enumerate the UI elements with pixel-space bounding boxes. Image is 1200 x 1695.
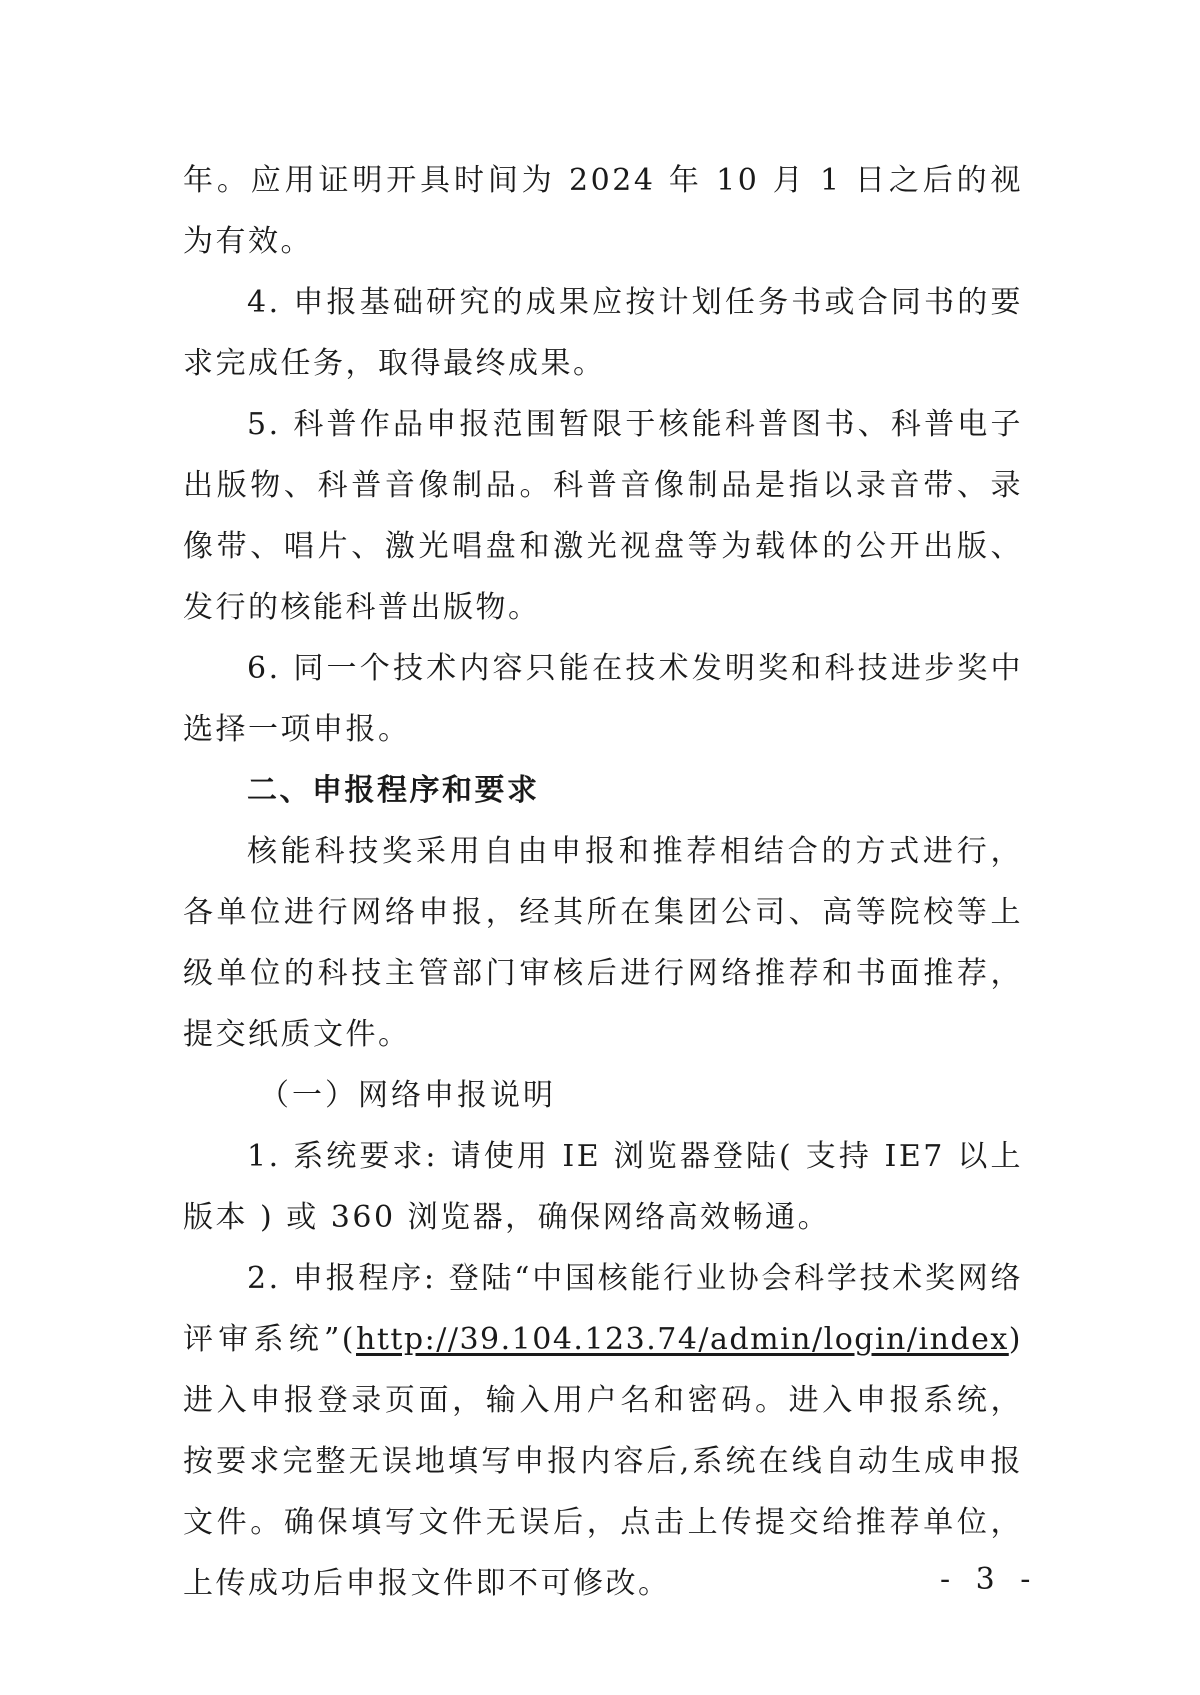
paragraph-item-6: 6. 同一个技术内容只能在技术发明奖和科技进步奖中选择一项申报。 [183, 651, 1023, 747]
review-system-link[interactable]: http://39.104.123.74/admin/login/index [356, 1322, 1009, 1357]
paragraph-system-requirements: 1. 系统要求: 请使用 IE 浏览器登陆( 支持 IE7 以上版本 ) 或 360 浏览器，确保网络高效畅通。 [183, 1139, 1023, 1235]
section-heading: 二、申报程序和要求 [247, 773, 540, 808]
paragraph-item-4: 4. 申报基础研究的成果应按计划任务书或合同书的要求完成任务，取得最终成果。 [183, 285, 1023, 381]
procedure-text-after-link: )进入申报登录页面，输入用户名和密码。进入申报系统，按要求完整无误地填写申报内容后,系统在线自动生成申报文件。确保填写文件无误后，点击上传提交给推荐单位，上传成功后申报文件即不可修改。 [183, 1322, 1023, 1601]
procedure-text-before-link: 2. 申报程序: 登陆“中国核能行业协会科学技术奖网络评审系统”( [183, 1261, 1023, 1357]
section-intro-paragraph: 核能科技奖采用自由申报和推荐相结合的方式进行，各单位进行网络申报，经其所在集团公司、高等院校等上级单位的科技主管部门审核后进行网络推荐和书面推荐，提交纸质文件。 [183, 834, 1023, 1052]
paragraph-validity-date: 年。应用证明开具时间为 2024 年 10 月 1 日之后的视为有效。 [183, 163, 1023, 259]
subsection-heading: （一）网络申报说明 [259, 1078, 556, 1113]
paragraph-item-5: 5. 科普作品申报范围暂限于核能科普图书、科普电子出版物、科普音像制品。科普音像制品是指以录音带、录像带、唱片、激光唱盘和激光视盘等为载体的公开出版、发行的核能科普出版物。 [183, 407, 1023, 625]
document-body [183, 150, 1023, 1614]
page-number: - 3 - [940, 1562, 1039, 1597]
paragraph-application-procedure [183, 1248, 1023, 1614]
